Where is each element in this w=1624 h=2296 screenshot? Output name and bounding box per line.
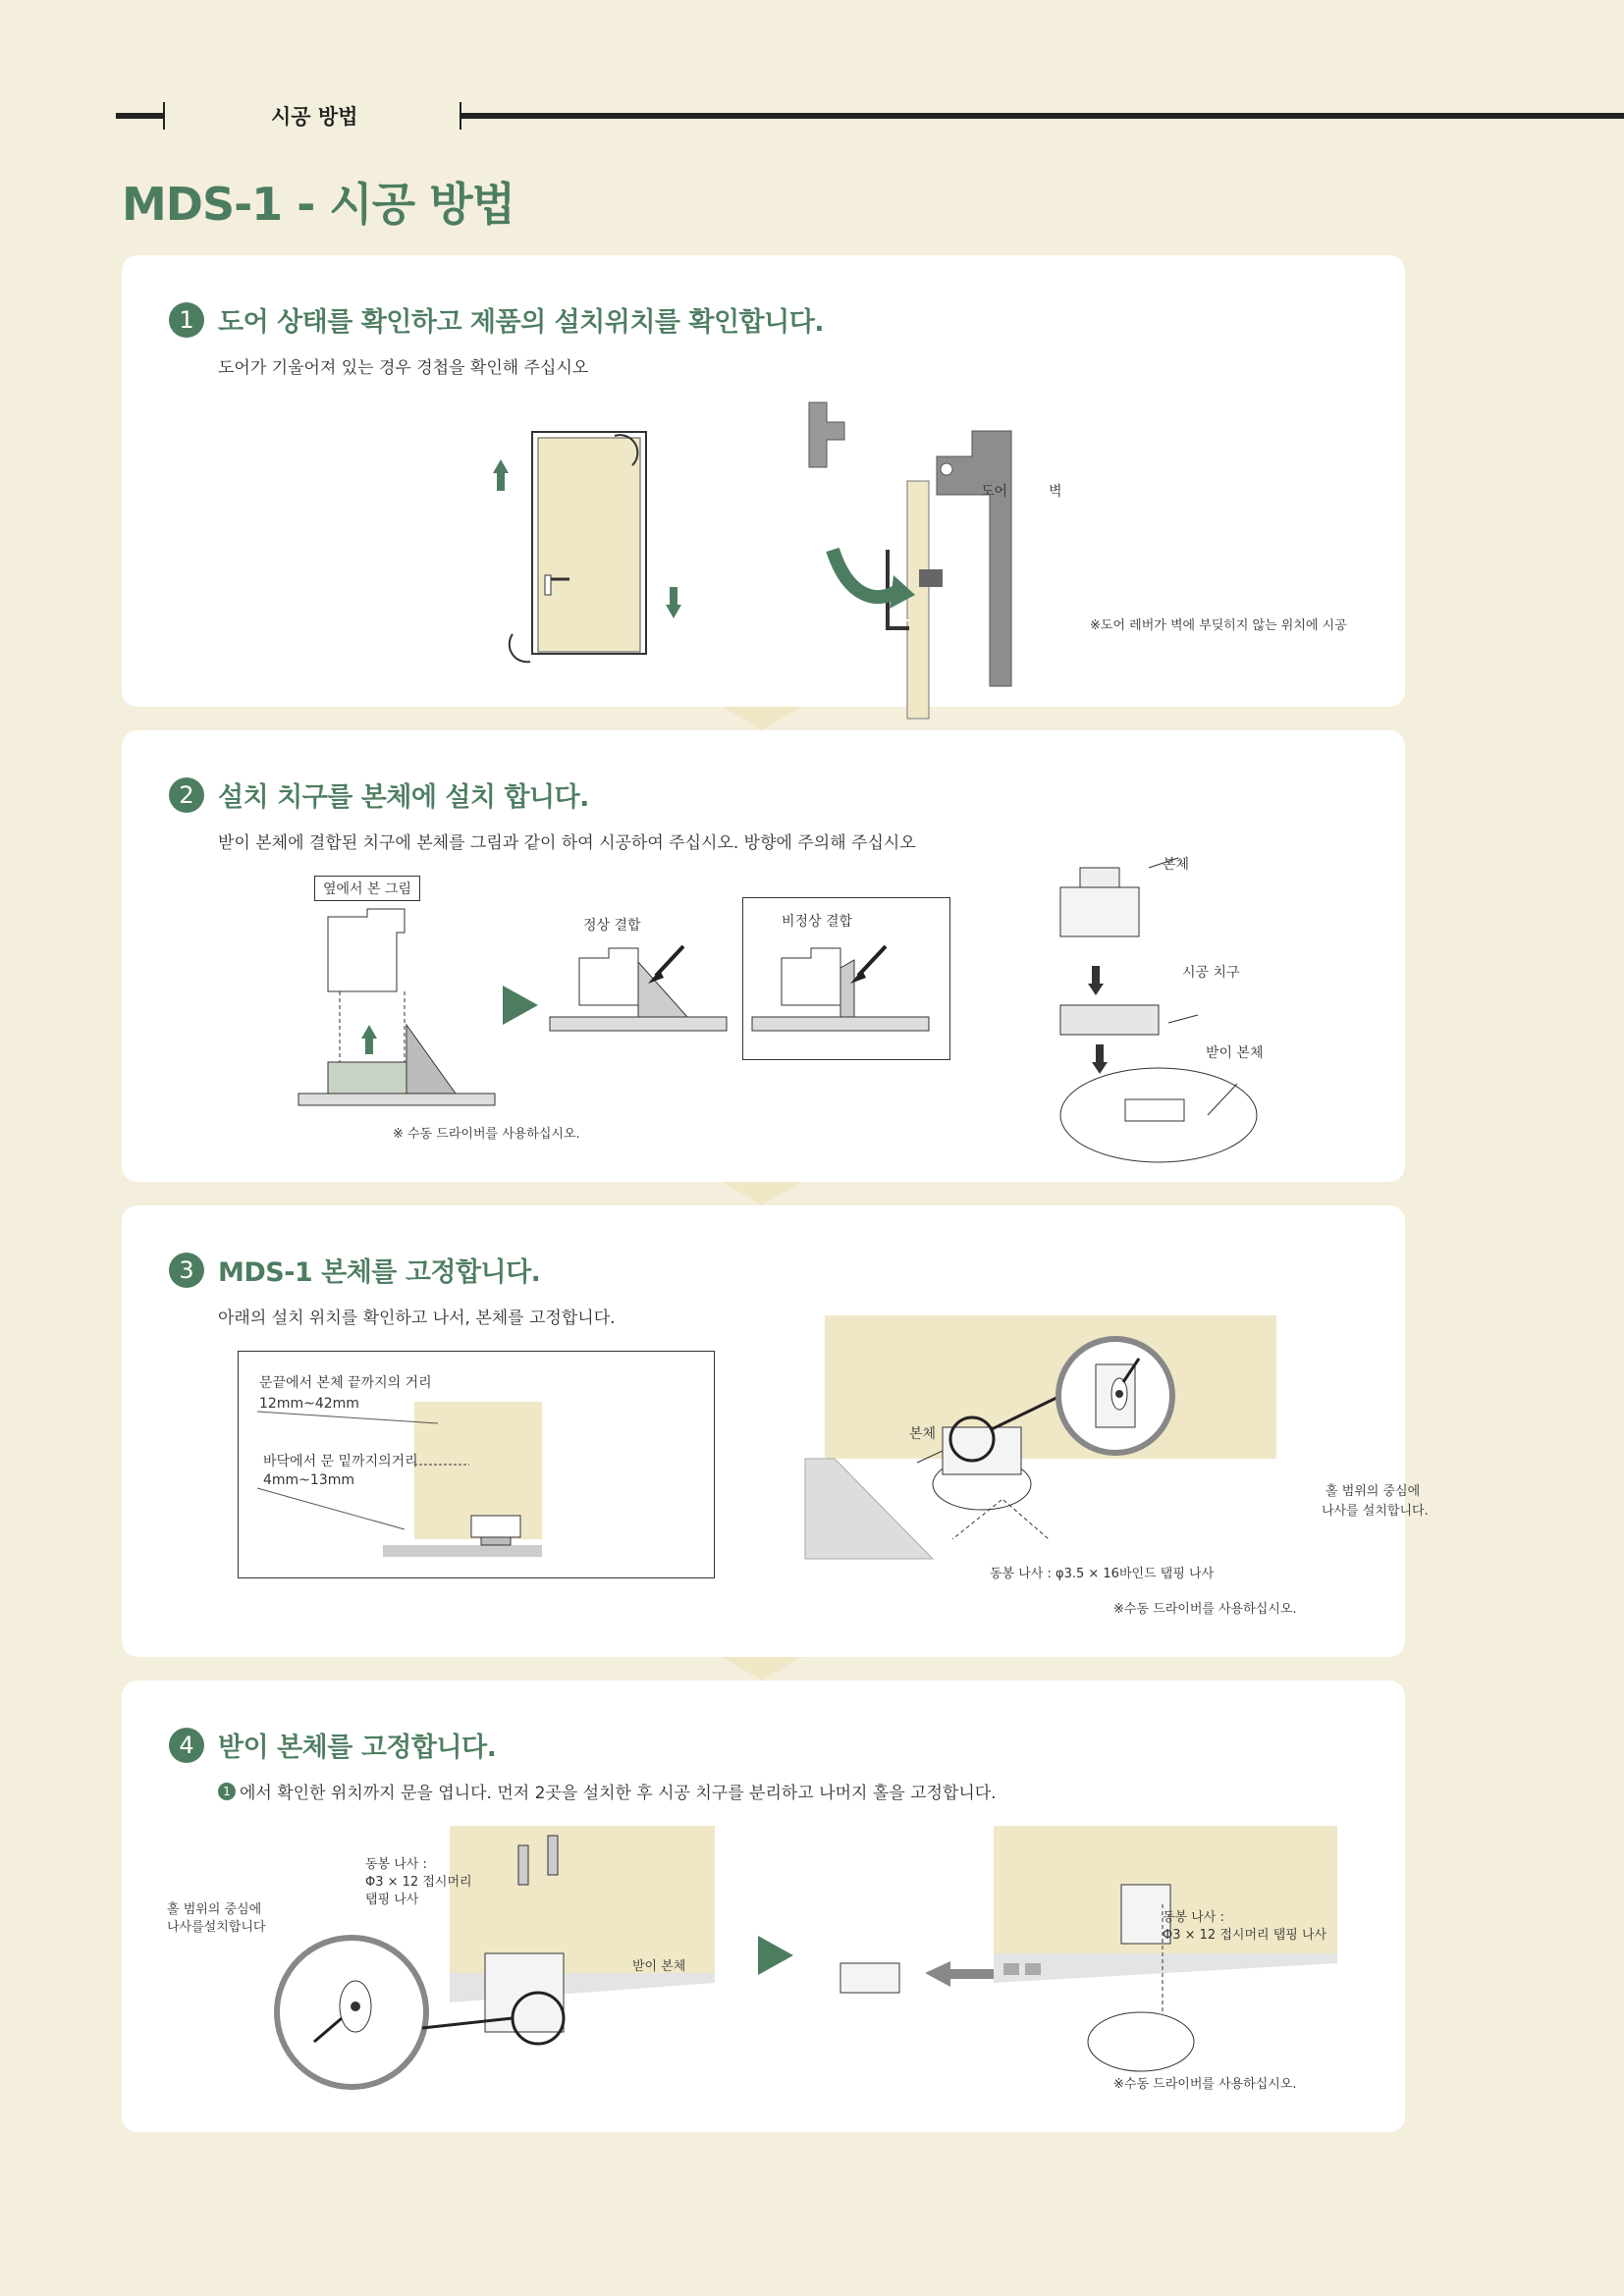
card-connector-2 [723, 1182, 801, 1205]
step-title-1: 도어 상태를 확인하고 제품의 설치위치를 확인합니다. [218, 307, 825, 338]
screw-a-line2: Φ3 × 12 접시머리 [365, 1875, 472, 1890]
door-label: 도어 [981, 484, 1008, 500]
play-arrow-icon [503, 986, 538, 1025]
wall-label: 벽 [1049, 484, 1062, 500]
step-card-3 [122, 1205, 1429, 1657]
step-card-1 [122, 255, 1405, 707]
play-arrow-icon [758, 1936, 793, 1975]
step-ref-badge: 1 [218, 1783, 236, 1800]
abnormal-label: 비정상 결합 [782, 914, 853, 930]
step-number-3: 3 [169, 1253, 204, 1288]
step-card-4 [122, 1681, 1405, 2132]
card-connector-1 [723, 707, 801, 730]
screw-b-line1: 동봉 나사 : [1163, 1910, 1224, 1925]
normal-join-illustration [550, 936, 727, 1044]
screw-spec-label: 동봉 나사 : φ3.5 × 16바인드 탭핑 나사 [990, 1567, 1215, 1581]
step-title-2: 설치 치구를 본체에 설치 합니다. [218, 782, 589, 813]
step-desc-4-text: 에서 확인한 위치까지 문을 엽니다. 먼저 2곳을 설치한 후 시공 치구를 분리하고 나머지 홀을 고정합니다. [240, 1784, 997, 1803]
page-title: MDS-1 - 시공 방법 [122, 178, 515, 231]
body-label: 본체 [1163, 857, 1190, 873]
body-fix-illustration [805, 1284, 1316, 1578]
step-card-2 [122, 730, 1405, 1182]
header-rule-left [116, 113, 163, 119]
hole-label-2: 나사를설치합니다 [167, 1920, 266, 1935]
screw-a-line3: 탭핑 나사 [365, 1893, 419, 1907]
hole-center-label-2: 나사를 설치합니다. [1322, 1504, 1429, 1519]
step3-note: ※수동 드라이버를 사용하십시오. [1113, 1602, 1297, 1617]
abnormal-join-illustration [752, 936, 939, 1044]
dist1-label: 문끝에서 본체 끝까지의 거리 [259, 1375, 432, 1391]
header-rule-right [461, 113, 1624, 119]
jig-assembly-illustration [1041, 848, 1276, 1172]
jig-label: 시공 치구 [1182, 965, 1240, 981]
step-desc-4 [218, 1779, 997, 1803]
dist2-label: 바닥에서 문 밑까지의거리 [263, 1454, 418, 1469]
normal-label: 정상 결합 [583, 918, 641, 934]
step2-note: ※ 수동 드라이버를 사용하십시오. [393, 1127, 580, 1142]
section-label: 시공 방법 [271, 105, 358, 129]
receiver-label-4: 받이 본체 [632, 1959, 686, 1974]
step-desc-3: 아래의 설치 위치를 확인하고 나서, 본체를 고정합니다. [218, 1308, 616, 1328]
jig-removal-illustration [817, 1826, 1347, 2081]
body-label-3: 본체 [909, 1426, 937, 1442]
step4-note: ※수동 드라이버를 사용하십시오. [1113, 2077, 1297, 2092]
side-view-illustration [289, 907, 505, 1103]
step-number-2: 2 [169, 777, 204, 813]
step-number-4: 4 [169, 1728, 204, 1763]
header-tick-left [163, 102, 165, 130]
dist2-value: 4mm~13mm [263, 1472, 355, 1488]
step-desc-1: 도어가 기울어져 있는 경우 경첩을 확인해 주십시오 [218, 358, 589, 378]
door-tilt-illustration [357, 412, 770, 667]
screw-b-line2: Φ3 × 12 접시머리 탭핑 나사 [1163, 1928, 1327, 1943]
dist1-value: 12mm~42mm [259, 1396, 359, 1412]
hole-center-label-1: 홀 범위의 중심에 [1326, 1484, 1421, 1499]
step-number-1: 1 [169, 302, 204, 338]
step-desc-2: 받이 본체에 결합된 치구에 본체를 그림과 같이 하여 시공하여 주십시오. 방향에 주의해 주십시오 [218, 833, 916, 853]
step1-note: ※도어 레버가 벽에 부딪히지 않는 위치에 시공 [1090, 618, 1347, 633]
screw-a-line1: 동봉 나사 : [365, 1857, 427, 1872]
step-title-4: 받이 본체를 고정합니다. [218, 1733, 497, 1763]
receiver-label: 받이 본체 [1206, 1045, 1264, 1061]
side-view-label: 옆에서 본 그림 [314, 876, 420, 901]
hole-label-1: 홀 범위의 중심에 [167, 1902, 262, 1917]
card-connector-3 [723, 1657, 801, 1681]
step-title-3: MDS-1 본체를 고정합니다. [218, 1257, 541, 1288]
